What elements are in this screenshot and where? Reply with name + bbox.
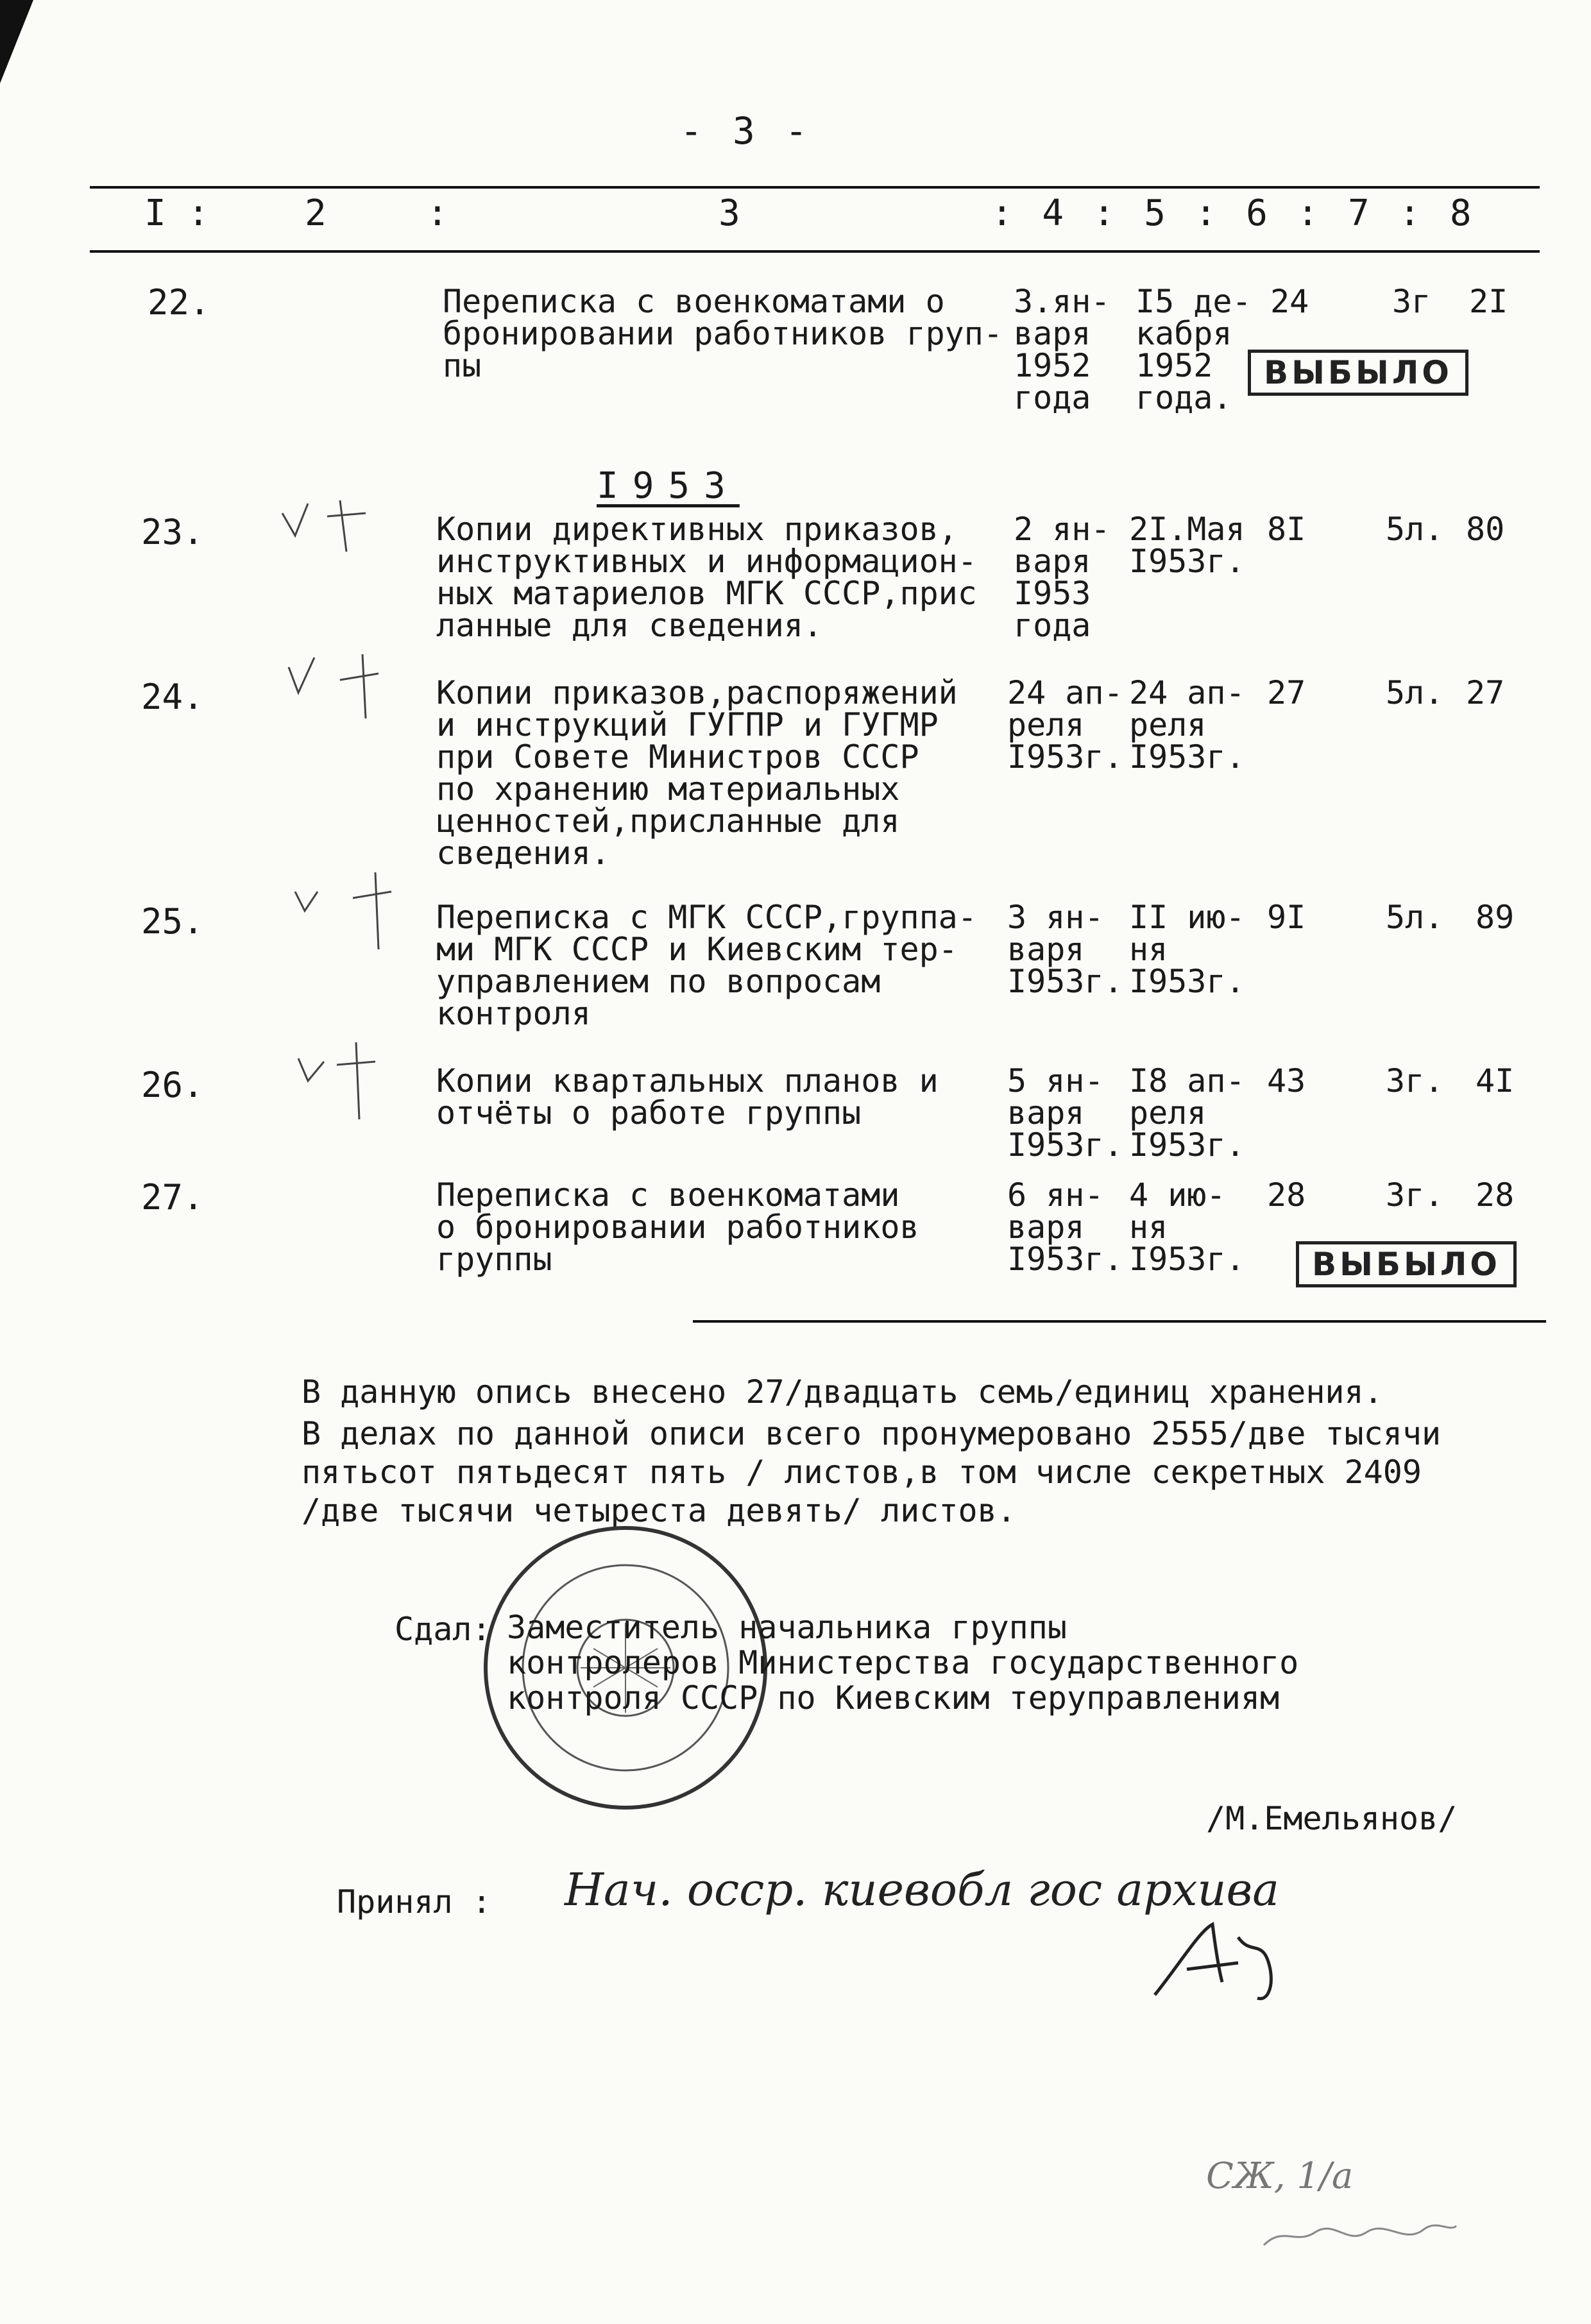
row-25-description: Переписка с МГК СССР,группа- ми МГК СССР и Киевским тер- управлением по вопросам контроля [436,899,977,1032]
row-24-start-date: 24 ап- реля I953г. [1007,674,1123,776]
row-27-sheets: 28 [1267,1176,1306,1214]
row-26-description: Копии квартальных планов и отчёты о работе группы [436,1062,939,1132]
row-26-col8: 4I [1476,1062,1515,1099]
row-23-description: Копии директивных приказов, инструктивных и информацион- ных матариелов МГК СССР,прис ланные для сведения. [436,511,977,644]
row-26-retention: 3г. [1386,1062,1444,1099]
row-26-start-date: 5 ян- варя I953г. [1007,1062,1123,1164]
row-27-description: Переписка с военкоматами о бронировании работников группы [436,1176,919,1278]
row-26-number: 26. [141,1065,204,1105]
handed-position: Заместитель начальника группы контролеров Министерства государственного контроля СССР по Киевским теруправлениям [507,1609,1299,1717]
row-22-description: Переписка с военкоматами о бронировании работников груп- пы [443,283,1003,384]
row-25-end-date: II ию- ня I953г. [1129,899,1245,1000]
page-number: - 3 - [680,109,812,153]
header-col-2: 2 [305,192,327,234]
row-25-start-date: 3 ян- варя I953г. [1007,899,1123,1000]
summary-units: В данную опись внесено 27/двадцать семь/единиц хранения. [302,1373,1383,1411]
table-end-rule [693,1320,1546,1323]
row-24-retention: 5л. [1386,674,1444,711]
header-col-3: 3 [719,192,740,234]
row-27-end-date: 4 ию- ня I953г. [1129,1176,1245,1278]
signature-name: /М.Емельянов/ [1206,1800,1458,1837]
header-cols-4-8: : 4 : 5 : 6 : 7 : 8 [991,192,1476,234]
received-handwriting: Нач. осср. киевобл гос архива [565,1863,1279,1916]
pencil-scribble [1257,2207,1463,2258]
row-23-start-date: 2 ян- варя I953 года [1014,511,1110,644]
handed-label: Сдал: [395,1611,491,1648]
header-bottom-rule [90,250,1540,253]
row-27-col8: 28 [1476,1176,1515,1214]
row-22-retired-stamp: ВЫБЫЛО [1248,350,1468,396]
row-22-end-date: I5 де- кабря 1952 года. [1136,283,1252,416]
row-24-end-date: 24 ап- реля I953г. [1129,674,1245,776]
summary-sheets: В делах по данной описи всего пронумеровано 2555/две тысячи пятьсот пятьдесят пять / листов,в том числе секретных 2409 /две тысячи четыреста девять/ листов. [302,1415,1442,1529]
check-marks [269,488,411,1129]
row-27-start-date: 6 ян- варя I953г. [1007,1176,1123,1278]
header-col-1: I : [144,192,210,234]
row-23-number: 23. [141,512,204,552]
row-24-sheets: 27 [1267,674,1306,711]
row-23-col8: 80 [1466,511,1505,548]
row-22-col8: 2I [1469,283,1508,320]
row-26-sheets: 43 [1267,1062,1306,1099]
row-24-col8: 27 [1466,674,1505,711]
row-27-retired-stamp: ВЫБЫЛО [1296,1241,1517,1287]
row-22-retention: 3г [1392,283,1431,320]
row-27-number: 27. [141,1177,204,1217]
row-25-retention: 5л. [1386,899,1444,936]
corner-mark [0,0,38,96]
row-24-description: Копии приказов,распоряжений и инструкций ГУГПР и ГУГМР при Совете Министров СССР по хранению материальных ценностей,присланные для сведения. [436,674,958,872]
row-22-sheets: 24 [1270,283,1309,320]
row-24-number: 24. [141,677,204,717]
header-top-rule [90,186,1540,189]
handwritten-signature [1142,1912,1296,2008]
row-23-sheets: 8I [1267,511,1306,548]
row-27-retention: 3г. [1386,1176,1444,1214]
header-sep: : [427,192,448,234]
row-26-end-date: I8 ап- реля I953г. [1129,1062,1245,1164]
received-label: Принял : [337,1883,491,1921]
pencil-note: СЖ, 1/а [1206,2155,1354,2197]
row-25-col8: 89 [1476,899,1515,936]
row-23-end-date: 2I.Мая I953г. [1129,511,1245,580]
row-25-sheets: 9I [1267,899,1306,936]
row-23-retention: 5л. [1386,511,1444,548]
row-25-number: 25. [141,901,204,942]
row-22-start-date: 3.ян- варя 1952 года [1014,283,1110,416]
row-22-number: 22. [148,282,210,323]
year-heading: I953 [597,465,740,507]
